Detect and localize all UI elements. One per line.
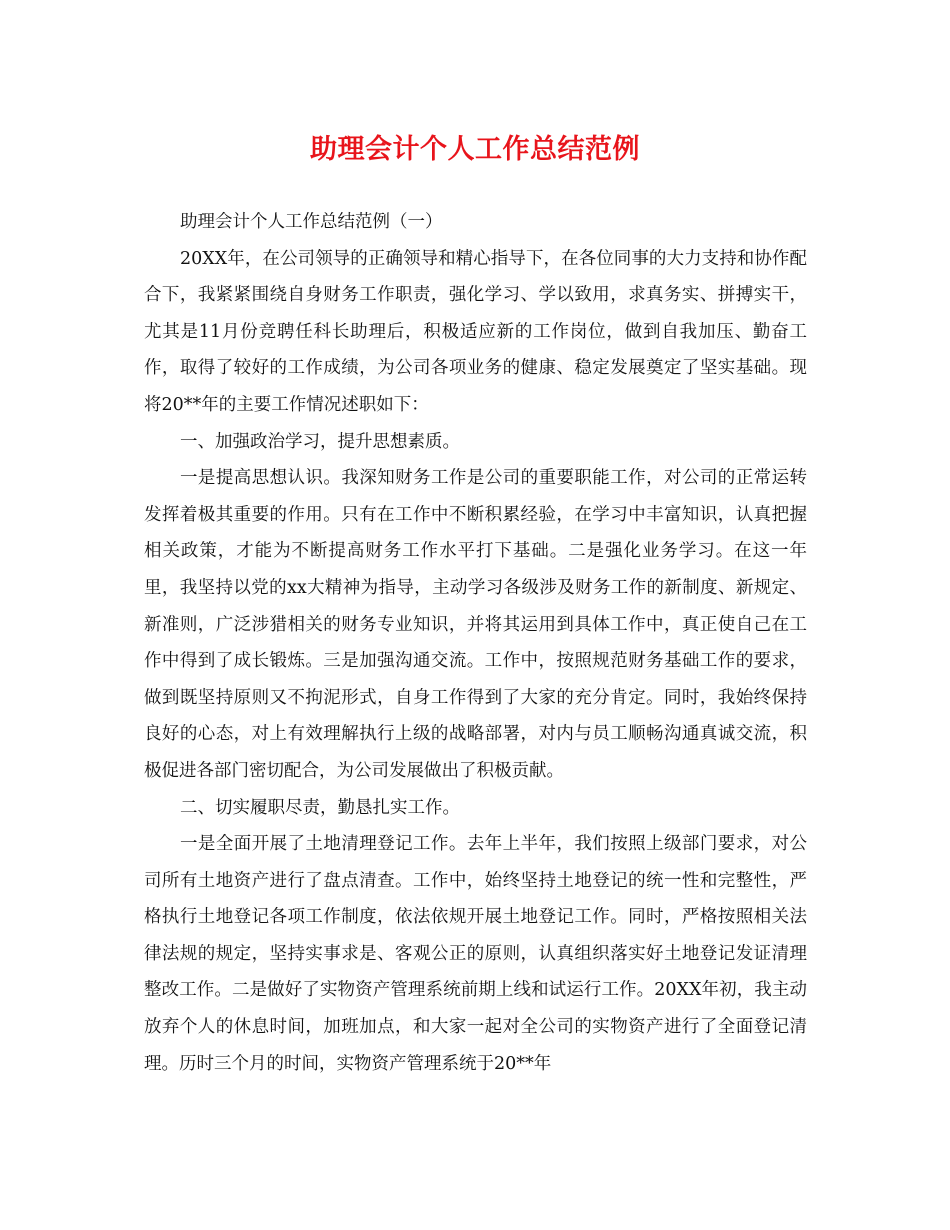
document-body xyxy=(144,204,807,1082)
document-title: 助理会计个人工作总结范例 xyxy=(310,134,640,165)
section-heading-1: 一、加强政治学习，提升思想素质。 xyxy=(180,431,460,452)
paragraph-subtitle: 助理会计个人工作总结范例（一） xyxy=(180,212,443,232)
section-heading-2: 二、切实履职尽责，勤恳扎实工作。 xyxy=(180,797,460,818)
paragraph-section-1: 一是提高思想认识。我深知财务工作是公司的重要职能工作，对公司的正常运转发挥着极其重要的作用。只有在工作中不断积累经验，在学习中丰富知识，认真把握相关政策，才能为不断提高财务工作水平打下基础。二是强化业务学习。在这一年里，我坚持以党的xx大精神为指导，主动学习各级涉及财务工作的新制度、新规定、新准则，广泛涉猎相关的财务专业知识，并将其运用到具体工作中，真正使自己在工作中得到了成长锻炼。三是加强沟通交流。工作中，按照规范财务基础工作的要求，做到既坚持原则又不拘泥形式，自身工作得到了大家的充分肯定。同时，我始终保持良好的心态，对上有效理解执行上级的战略部署，对内与员工顺畅沟通真诚交流，积极促进各部门密切配合，为公司发展做出了积极贡献。 xyxy=(144,468,807,781)
paragraph-section-2: 一是全面开展了土地清理登记工作。去年上半年，我们按照上级部门要求，对公司所有土地资产进行了盘点清查。工作中，始终坚持土地登记的统一性和完整性，严格执行土地登记各项工作制度，依法依规开展土地登记工作。同时，严格按照相关法律法规的规定，坚持实事求是、客观公正的原则，认真组织落实好土地登记发证清理整改工作。二是做好了实物资产管理系统前期上线和试运行工作。20XX年初，我主动放弃个人的休息时间，加班加点，和大家一起对全公司的实物资产进行了全面登记清理。历时三个月的时间，实物资产管理系统于20**年 xyxy=(144,834,807,1074)
paragraph-intro: 20XX年，在公司领导的正确领导和精心指导下，在各位同事的大力支持和协作配合下，我紧紧围绕自身财务工作职责，强化学习、学以致用，求真务实、拼搏实干，尤其是11月份竞聘任科长助理后，积极适应新的工作岗位，做到自我加压、勤奋工作，取得了较好的工作成绩，为公司各项业务的健康、稳定发展奠定了坚实基础。现将20**年的主要工作情况述职如下： xyxy=(144,248,807,415)
